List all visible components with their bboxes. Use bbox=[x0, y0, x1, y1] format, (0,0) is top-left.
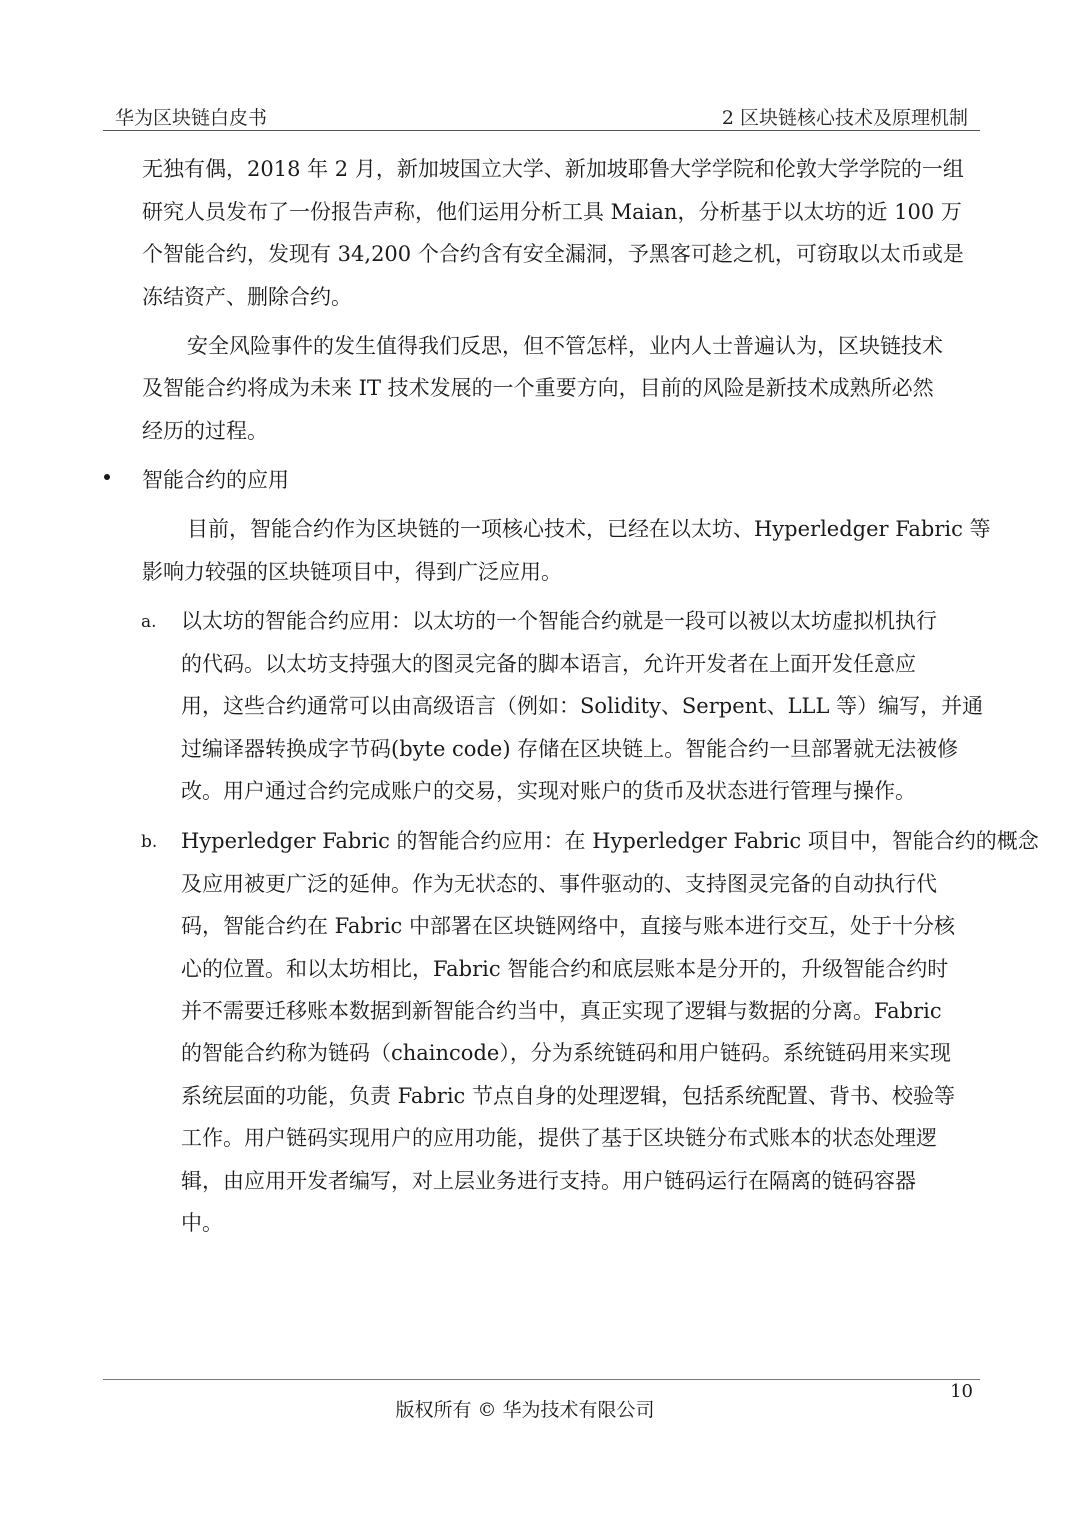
footer-divider bbox=[103, 1379, 980, 1380]
list-item-line: 的智能合约称为链码（chaincode），分为系统链码和用户链码。系统链码用来实现 bbox=[181, 1041, 951, 1065]
paragraph-line: 经历的过程。 bbox=[142, 419, 268, 443]
paragraph-line: 冻结资产、删除合约。 bbox=[142, 285, 352, 309]
section-bullet-heading: 智能合约的应用 bbox=[142, 468, 289, 492]
list-item-line: 工作。用户链码实现用户的应用功能，提供了基于区块链分布式账本的状态处理逻 bbox=[181, 1126, 937, 1150]
list-item-line: 的代码。以太坊支持强大的图灵完备的脚本语言，允许开发者在上面开发任意应 bbox=[181, 652, 916, 676]
list-item-line: 及应用被更广泛的延伸。作为无状态的、事件驱动的、支持图灵完备的自动执行代 bbox=[181, 872, 937, 896]
footer-copyright: 版权所有 © 华为技术有限公司 bbox=[395, 1399, 655, 1421]
list-marker-a: a. bbox=[141, 612, 157, 632]
page-header bbox=[103, 100, 980, 131]
list-item-line: Hyperledger Fabric 的智能合约应用：在 Hyperledger Fabric 项目中，智能合约的概念 bbox=[181, 829, 1039, 853]
paragraph-line: 安全风险事件的发生值得我们反思，但不管怎样，业内人士普遍认为，区块链技术 bbox=[187, 334, 943, 358]
list-item-line: 用，这些合约通常可以由高级语言（例如：Solidity、Serpent、LLL 等）编写，并通 bbox=[181, 694, 984, 718]
paragraph-line: 个智能合约，发现有 34,200 个合约含有安全漏洞，予黑客可趁之机，可窃取以太币或是 bbox=[142, 242, 964, 266]
list-item-line: 辑，由应用开发者编写，对上层业务进行支持。用户链码运行在隔离的链码容器 bbox=[181, 1169, 916, 1193]
paragraph-line: 影响力较强的区块链项目中，得到广泛应用。 bbox=[142, 560, 562, 584]
list-item-line: 码，智能合约在 Fabric 中部署在区块链网络中，直接与账本进行交互，处于十分核 bbox=[181, 914, 955, 938]
chapter-title: 2 区块链核心技术及原理机制 bbox=[721, 107, 968, 129]
list-item-line: 改。用户通过合约完成账户的交易，实现对账户的货币及状态进行管理与操作。 bbox=[181, 779, 916, 803]
document-title: 华为区块链白皮书 bbox=[115, 107, 268, 129]
list-marker-b: b. bbox=[141, 832, 158, 852]
bullet-icon bbox=[104, 474, 110, 480]
page-number: 10 bbox=[950, 1381, 973, 1402]
list-item-line: 以太坊的智能合约应用：以太坊的一个智能合约就是一段可以被以太坊虚拟机执行 bbox=[181, 609, 937, 633]
list-item-line: 并不需要迁移账本数据到新智能合约当中，真正实现了逻辑与数据的分离。Fabric bbox=[181, 999, 942, 1023]
list-item-line: 心的位置。和以太坊相比，Fabric 智能合约和底层账本是分开的，升级智能合约时 bbox=[181, 957, 949, 981]
paragraph-line: 目前，智能合约作为区块链的一项核心技术，已经在以太坊、Hyperledger Fabric 等 bbox=[187, 517, 991, 541]
list-item-line: 系统层面的功能，负责 Fabric 节点自身的处理逻辑，包括系统配置、背书、校验等 bbox=[181, 1084, 955, 1108]
paragraph-line: 无独有偶，2018 年 2 月，新加坡国立大学、新加坡耶鲁大学学院和伦敦大学学院的一组 bbox=[142, 157, 964, 181]
paragraph-line: 研究人员发布了一份报告声称，他们运用分析工具 Maian，分析基于以太坊的近 100 万 bbox=[142, 200, 962, 224]
list-item-line: 过编译器转换成字节码(byte code) 存储在区块链上。智能合约一旦部署就无法被修 bbox=[181, 737, 959, 761]
paragraph-line: 及智能合约将成为未来 IT 技术发展的一个重要方向，目前的风险是新技术成熟所必然 bbox=[142, 376, 934, 400]
list-item-line: 中。 bbox=[181, 1211, 223, 1235]
